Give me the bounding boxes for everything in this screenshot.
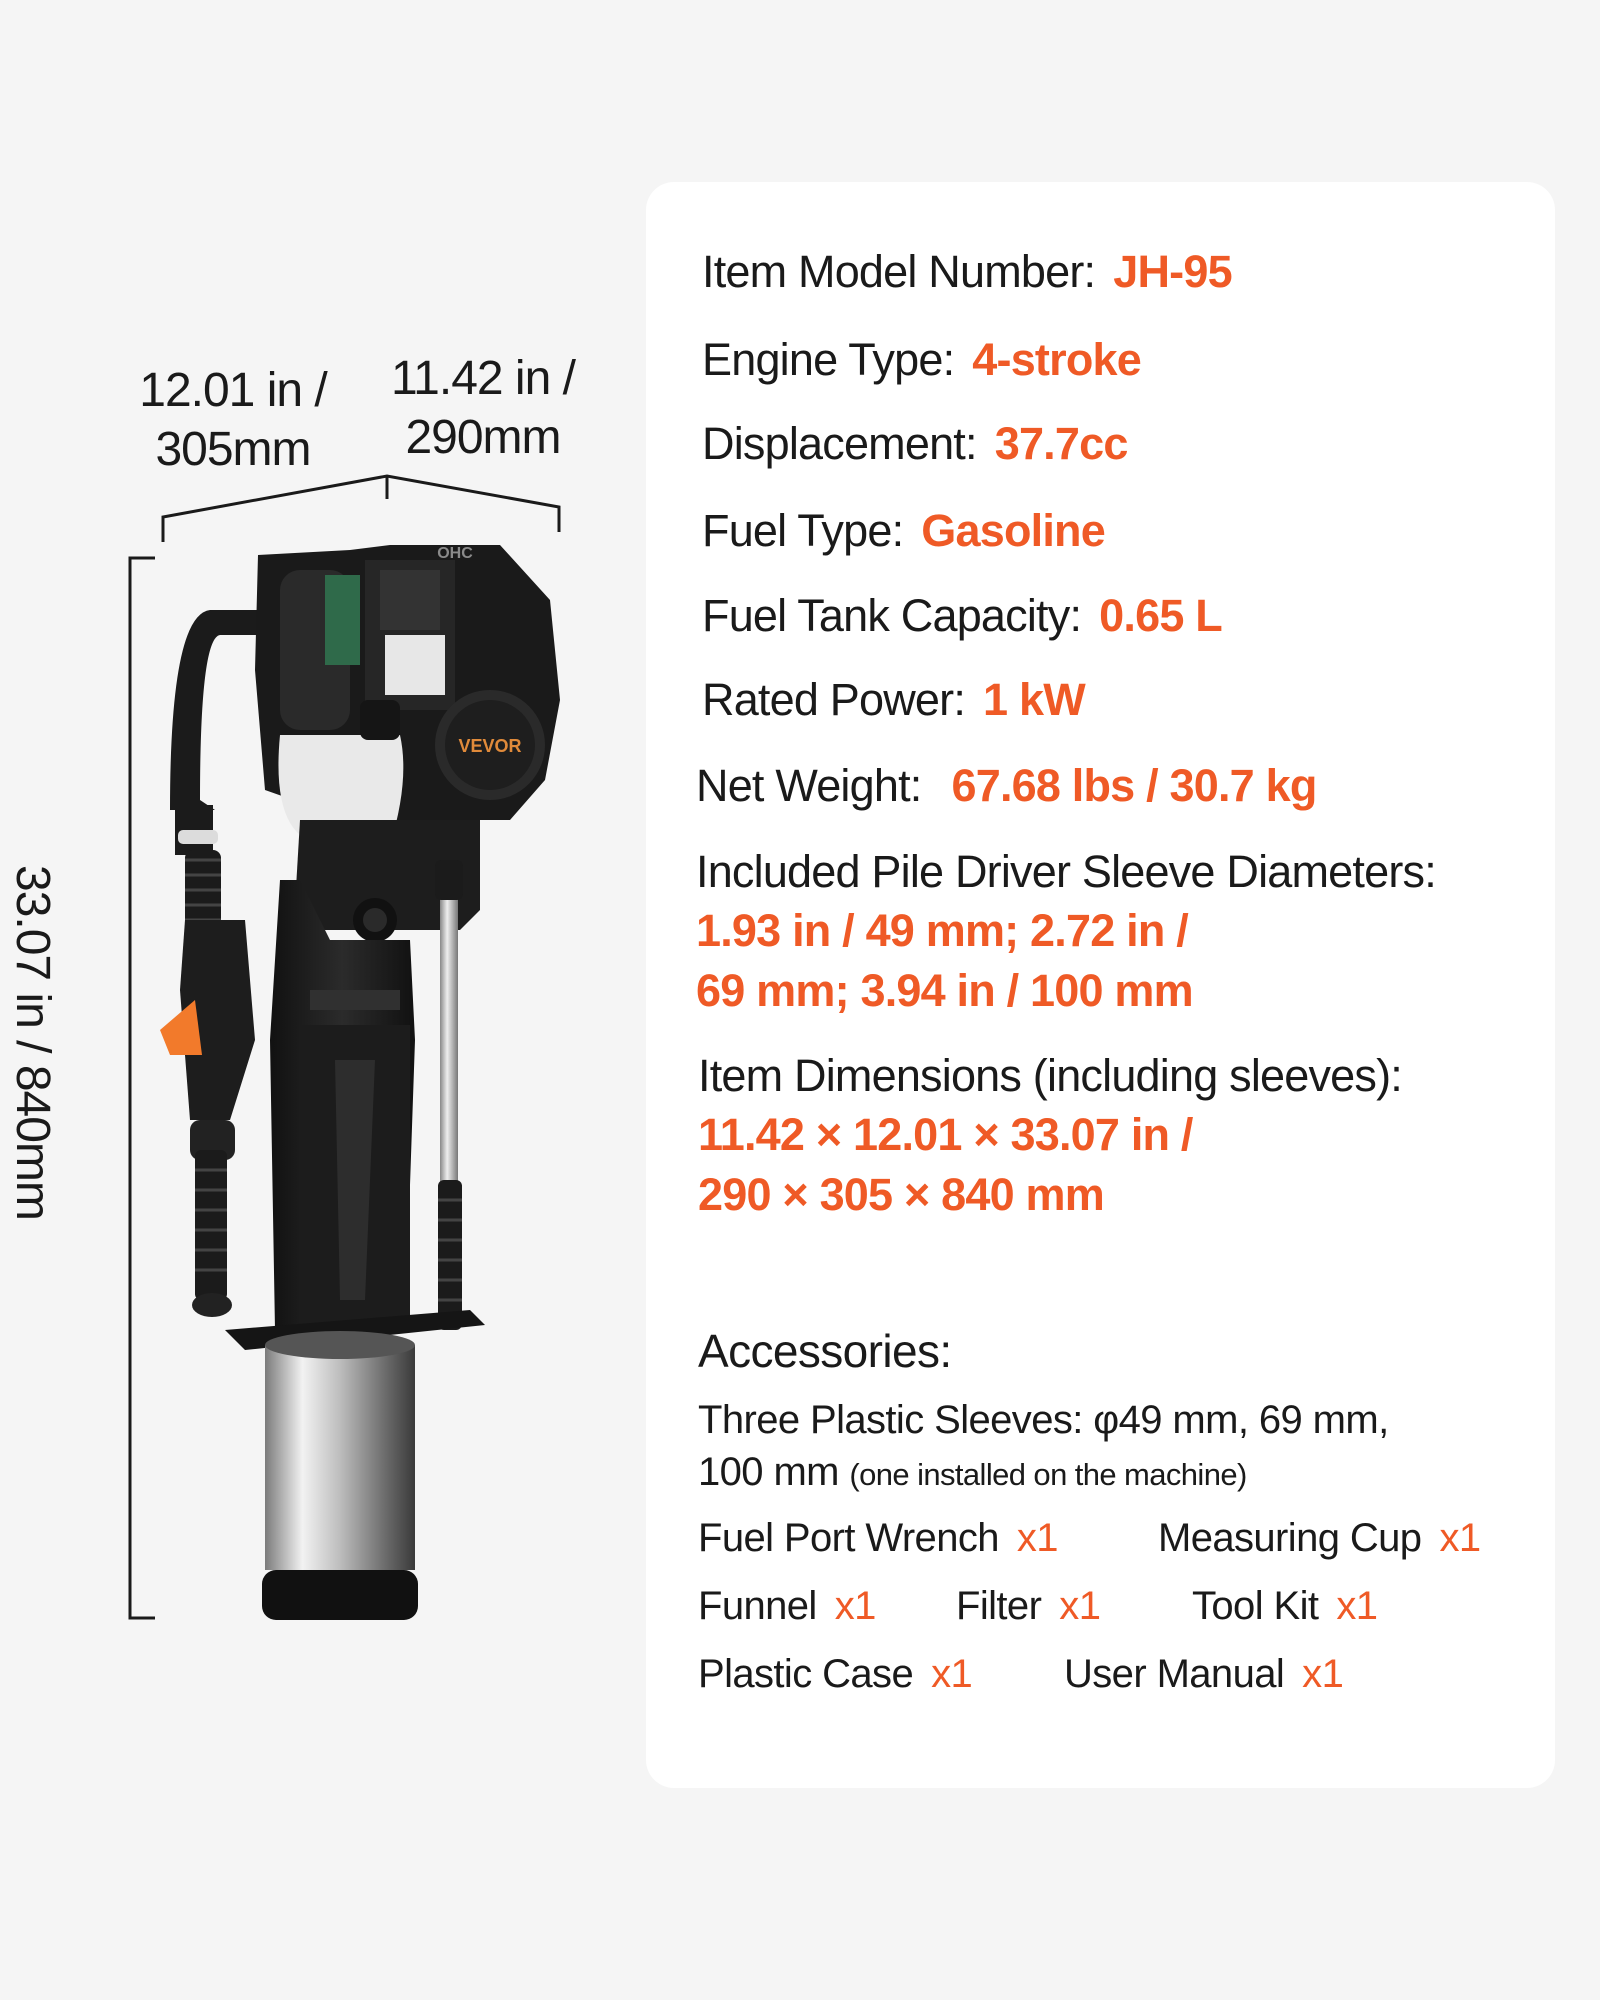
spec-model: Item Model Number: JH-95 — [702, 246, 1232, 297]
pile-driver-image — [150, 520, 600, 1620]
spec-fuel-type: Fuel Type: Gasoline — [702, 505, 1105, 556]
accessory-item: Measuring Cup x1 — [1158, 1516, 1481, 1560]
spec-sleeve-diameters: Included Pile Driver Sleeve Diameters: 1.93 in / 49 mm; 2.72 in / 69 mm; 3.94 in / 100 mm — [696, 846, 1436, 1016]
spec-displacement: Displacement: 37.7cc — [702, 418, 1128, 469]
spec-item-dimensions: Item Dimensions (including sleeves): 11.42 × 12.01 × 33.07 in / 290 × 305 × 840 mm — [698, 1050, 1402, 1220]
accessory-item: Plastic Case x1 — [698, 1652, 973, 1696]
spec-engine-type: Engine Type: 4-stroke — [702, 334, 1141, 385]
spec-card — [646, 182, 1555, 1788]
brand-logo: VEVOR — [458, 736, 522, 756]
accessories-title: Accessories: — [698, 1325, 952, 1377]
accessory-item: User Manual x1 — [1064, 1652, 1344, 1696]
spec-net-weight: Net Weight: 67.68 lbs / 30.7 kg — [696, 760, 1317, 811]
accessory-item: Filter x1 — [956, 1584, 1101, 1628]
engine-mark: OHC — [437, 545, 473, 562]
accessory-item: Fuel Port Wrench x1 — [698, 1516, 1058, 1560]
accessory-sleeves: Three Plastic Sleeves: φ49 mm, 69 mm, 100 mm (one installed on the machine) — [698, 1398, 1389, 1494]
spec-fuel-tank: Fuel Tank Capacity: 0.65 L — [702, 590, 1222, 641]
spec-rated-power: Rated Power: 1 kW — [702, 674, 1085, 725]
accessory-item: Funnel x1 — [698, 1584, 876, 1628]
accessory-item: Tool Kit x1 — [1192, 1584, 1378, 1628]
width-b-label: 11.42 in / 290mm — [391, 352, 575, 464]
width-a-label: 12.01 in / 305mm — [139, 364, 327, 476]
height-label: 33.07 in / 840mm — [6, 865, 59, 1220]
